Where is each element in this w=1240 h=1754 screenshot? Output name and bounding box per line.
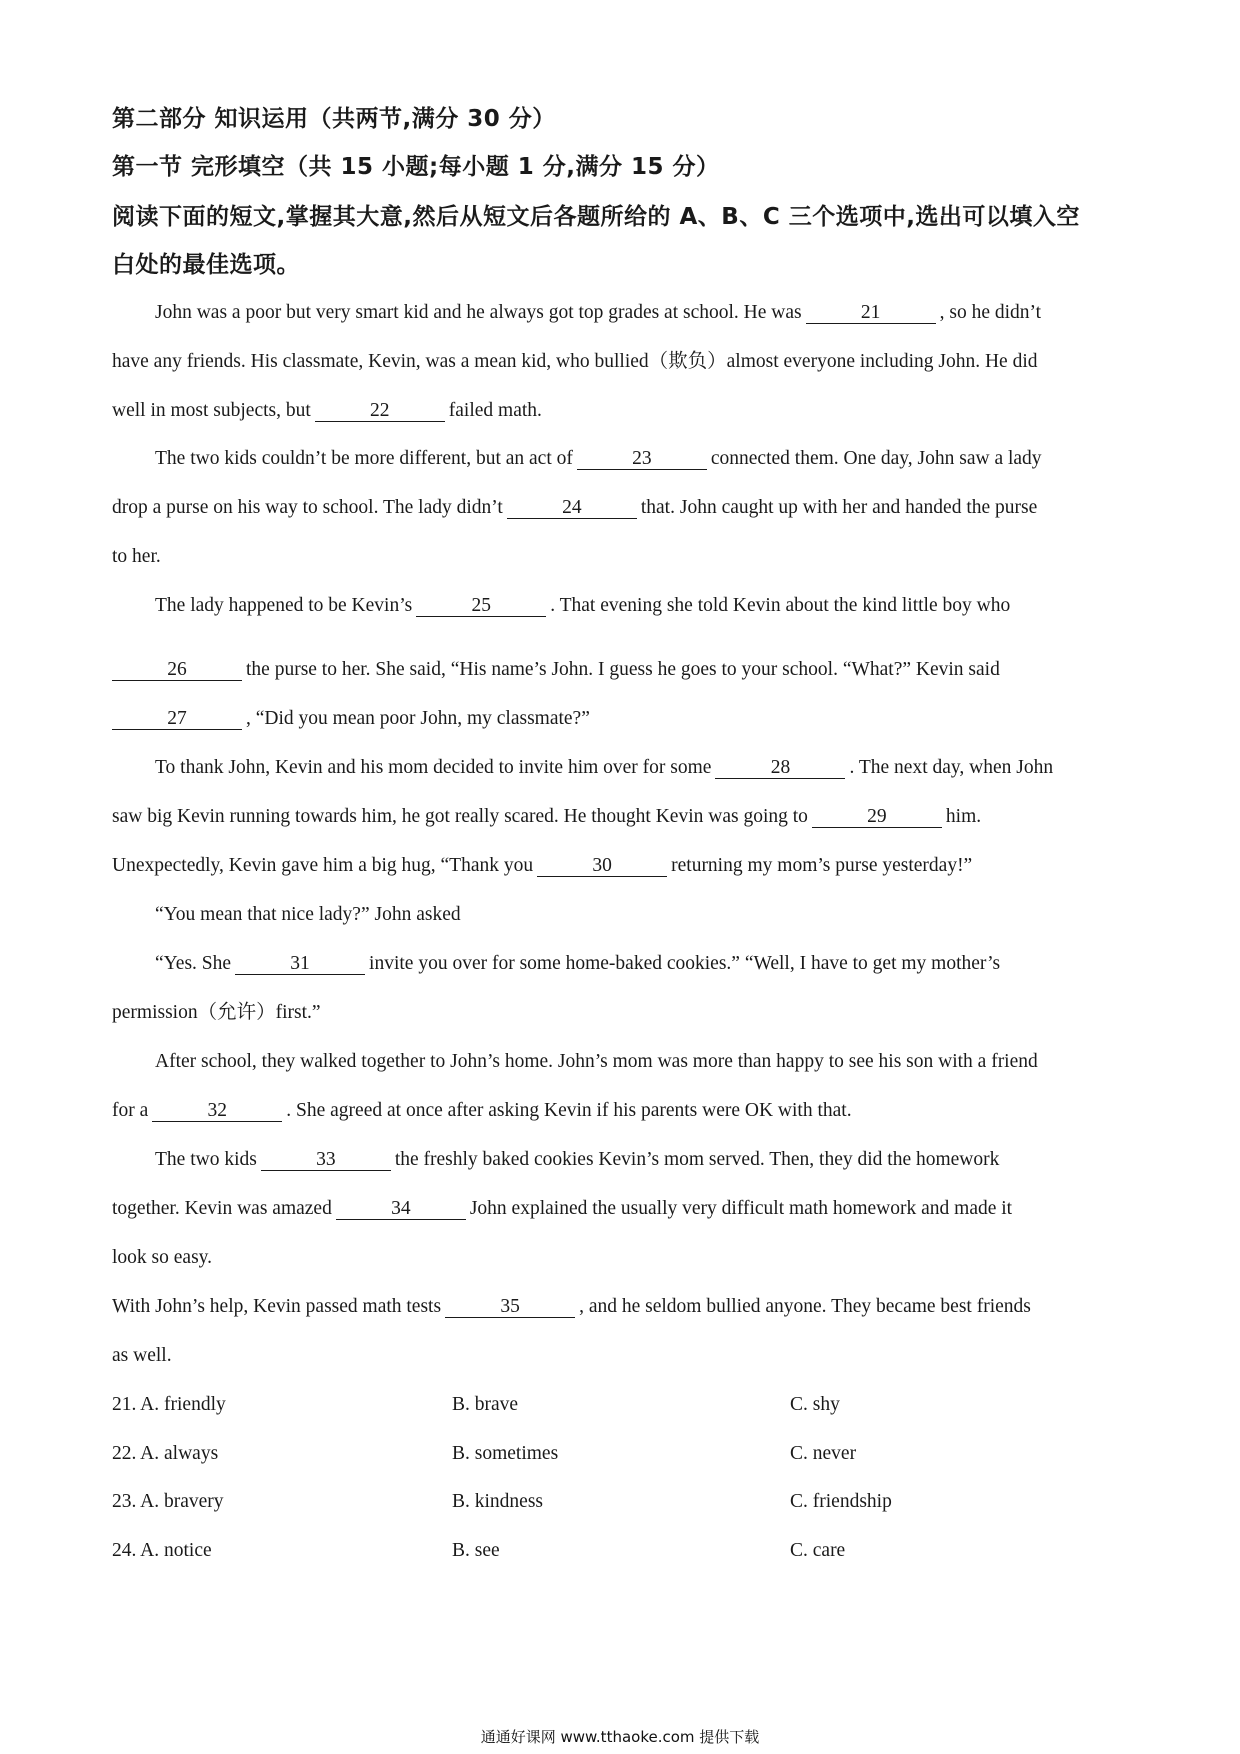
option-c: C. shy: [790, 1394, 840, 1415]
blank-35: 35: [445, 1297, 575, 1318]
blank-28: 28: [715, 758, 845, 779]
passage-line: [112, 804, 981, 830]
option-c: C. care: [790, 1540, 846, 1561]
passage-line: [112, 1098, 852, 1124]
passage-text: , so he didn’t: [939, 302, 1042, 323]
passage-line: [112, 853, 972, 879]
passage-line: [108, 706, 590, 732]
blank-29: 29: [812, 807, 942, 828]
passage-line: have any friends. His classmate, Kevin, was a mean kid, who bullied（欺负）almost everyone including John. He did: [112, 351, 1038, 372]
passage-text: returning my mom’s purse yesterday!”: [671, 855, 973, 876]
passage-text: John was a poor but very smart kid and he always got top grades at school. He was: [155, 302, 802, 323]
passage-text: saw big Kevin running towards him, he got really scared. He thought Kevin was going to: [112, 806, 808, 827]
passage-line: [155, 1147, 999, 1173]
option-c: C. never: [790, 1443, 857, 1464]
section-title: 第二部分 知识运用（共两节,满分 30 分）: [112, 106, 556, 132]
blank-21: 21: [806, 303, 936, 324]
passage-line: [155, 593, 1010, 619]
passage-text: together. Kevin was amazed: [112, 1198, 332, 1219]
option-b: B. brave: [452, 1394, 519, 1415]
blank-25: 25: [416, 596, 546, 617]
passage-text: the freshly baked cookies Kevin’s mom served. Then, they did the homework: [394, 1149, 1000, 1170]
passage-line: [155, 300, 1041, 326]
blank-30: 30: [537, 856, 667, 877]
passage-text: The lady happened to be Kevin’s: [155, 595, 413, 616]
passage-line: After school, they walked together to John’s home. John’s mom was more than happy to see his son with a friend: [155, 1051, 1038, 1072]
passage-line: look so easy.: [112, 1247, 213, 1268]
blank-22: 22: [315, 401, 445, 422]
option-a: 24. A. notice: [112, 1540, 212, 1561]
passage-line: [112, 1196, 1012, 1222]
instructions-line-2: 白处的最佳选项。: [112, 252, 300, 278]
passage-text: him.: [945, 806, 982, 827]
blank-32: 32: [152, 1101, 282, 1122]
passage-text: invite you over for some home-baked cookies.” “Well, I have to get my mother’s: [369, 953, 1001, 974]
passage-line: permission（允许）first.”: [112, 1002, 321, 1023]
passage-text: that. John caught up with her and handed the purse: [640, 497, 1038, 518]
passage-line: [155, 755, 1053, 781]
passage-text: . That evening she told Kevin about the kind little boy who: [550, 595, 1011, 616]
footer-source: 通通好课网 www.tthaoke.com 提供下载: [480, 1728, 760, 1746]
blank-33: 33: [261, 1150, 391, 1171]
option-c: C. friendship: [790, 1491, 892, 1512]
blank-31: 31: [235, 954, 365, 975]
passage-text: To thank John, Kevin and his mom decided to invite him over for some: [155, 757, 712, 778]
passage-text: The two kids: [155, 1149, 257, 1170]
passage-line: [155, 446, 1042, 472]
passage-text: “Yes. She: [155, 953, 232, 974]
passage-line: “You mean that nice lady?” John asked: [155, 904, 461, 925]
option-a: 22. A. always: [112, 1443, 219, 1464]
passage-text: the purse to her. She said, “His name’s John. I guess he goes to your school. “What?” Kevin said: [246, 659, 1000, 680]
passage-text: , and he seldom bullied anyone. They became best friends: [579, 1296, 1031, 1317]
passage-text: failed math.: [448, 400, 542, 421]
option-b: B. see: [452, 1540, 500, 1561]
passage-text: for a: [112, 1100, 149, 1121]
passage-text: , “Did you mean poor John, my classmate?”: [246, 708, 590, 729]
option-b: B. sometimes: [452, 1443, 559, 1464]
passage-line: [112, 1294, 1031, 1320]
passage-text: With John’s help, Kevin passed math tests: [112, 1296, 442, 1317]
passage-text: The two kids couldn’t be more different, but an act of: [155, 448, 573, 469]
passage-line: [108, 657, 1000, 683]
blank-26: 26: [112, 660, 242, 681]
blank-27: 27: [112, 709, 242, 730]
passage-text: John explained the usually very difficult math homework and made it: [469, 1198, 1013, 1219]
passage-line: to her.: [112, 546, 161, 567]
passage-line: [155, 951, 1000, 977]
passage-text: . She agreed at once after asking Kevin if his parents were OK with that.: [286, 1100, 852, 1121]
subsection-title: 第一节 完形填空（共 15 小题;每小题 1 分,满分 15 分）: [112, 154, 720, 180]
passage-text: Unexpectedly, Kevin gave him a big hug, “Thank you: [112, 855, 534, 876]
option-a: 21. A. friendly: [112, 1394, 226, 1415]
blank-34: 34: [336, 1199, 466, 1220]
passage-line: [112, 495, 1037, 521]
passage-line: as well.: [112, 1345, 172, 1366]
passage-line: [112, 398, 542, 424]
passage-text: drop a purse on his way to school. The lady didn’t: [112, 497, 503, 518]
option-b: B. kindness: [452, 1491, 544, 1512]
blank-23: 23: [577, 449, 707, 470]
passage-text: well in most subjects, but: [112, 400, 311, 421]
instructions-line-1: 阅读下面的短文,掌握其大意,然后从短文后各题所给的 A、B、C 三个选项中,选出可以填入空: [112, 204, 1080, 230]
blank-24: 24: [507, 498, 637, 519]
option-a: 23. A. bravery: [112, 1491, 224, 1512]
passage-text: connected them. One day, John saw a lady: [710, 448, 1042, 469]
passage-text: . The next day, when John: [849, 757, 1054, 778]
